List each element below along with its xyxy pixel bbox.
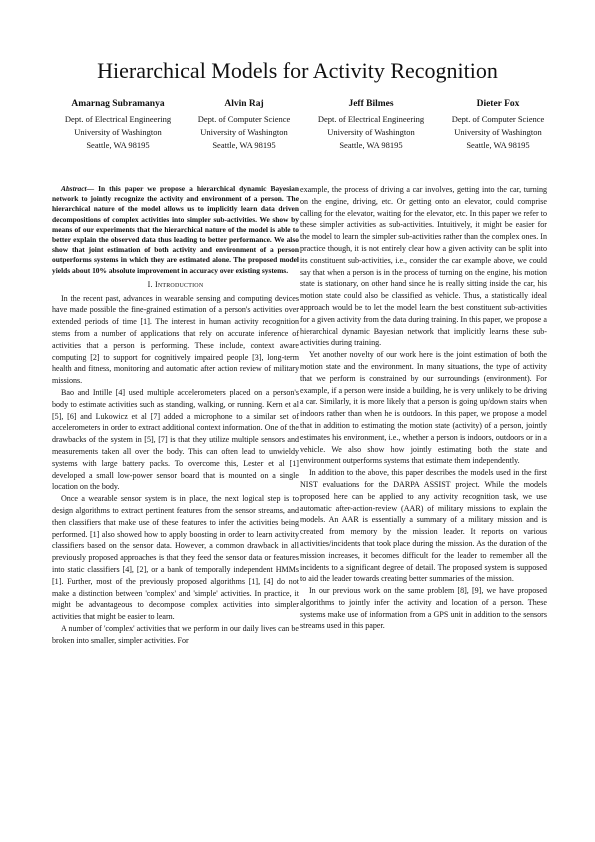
author-dept: Dept. of Electrical Engineering xyxy=(64,114,172,124)
abstract-dash: — xyxy=(86,184,99,193)
author-1 xyxy=(53,98,183,152)
abstract-label: Abstract xyxy=(61,184,87,193)
author-univ: University of Washington xyxy=(327,127,415,137)
author-univ: University of Washington xyxy=(74,127,162,137)
author-name: Amarnag Subramanya xyxy=(71,99,165,109)
abstract-body: In this paper we propose a hierarchical dynamic Bayesian network to jointly recognize the activity and environment of a person. The hierarchical nature of the model allows us to implicitly learn data driven decompositions of complex activities into simpler sub-activities. We show by means of our experiments that the hierarchical nature of the model is able to better explain the observed data thus leading to better performance. We also show that joint estimation of both activity and environment of a person outperforms systems in which they are estimated alone. The proposed model yields about 10% absolute improvement in accuracy over existing systems. xyxy=(52,184,299,275)
author-4 xyxy=(433,98,563,152)
right-column xyxy=(300,184,547,632)
paragraph: Yet another novelty of our work here is the joint estimation of both the motion state and the environment. In many situations, the type of activity that we perform is constrained by our surroundings (environment). For example, if a person were inside a building, he is very unlikely to be driving a car. Similarly, it is more likely that a person is going up/down stairs when indoors rather than when he is outdoors. In this paper, we propose a model that in addition to estimating the motion state (activity) of a person, jointly estimates his environment, i.e., whether a person is indoors, outdoors or in a vehicle. We also show how jointly estimating both the state and environment outperforms systems that estimate them independently. xyxy=(300,350,547,466)
author-city: Seattle, WA 98195 xyxy=(466,140,530,150)
author-city: Seattle, WA 98195 xyxy=(212,140,276,150)
author-name: Jeff Bilmes xyxy=(348,99,394,109)
paragraph: In our previous work on the same problem [8], [9], we have proposed algorithms to jointly infer the activity and location of a person. These systems make use of information from a GPS unit in addition to the sensors streams used in this paper. xyxy=(300,586,547,631)
section-heading xyxy=(52,279,299,291)
paragraph: A number of 'complex' activities that we perform in our daily lives can be broken into smaller, simpler activities. For xyxy=(52,623,299,645)
author-city: Seattle, WA 98195 xyxy=(339,140,403,150)
author-2 xyxy=(179,98,309,152)
author-univ: University of Washington xyxy=(454,127,542,137)
left-column xyxy=(52,184,299,647)
paragraph: In addition to the above, this paper describes the models used in the first NIST evaluations for the DARPA ASSIST project. While the models proposed here can be applied to any activity recognition task, we use automatic after-action-review (AAR) of military missions to explain the models. An AAR is essentially a summary of a military mission and is created from memory by the mission leader. It reports on various activities/incidents that took place during the mission. As the duration of the mission increases, it becomes difficult for the leader to remember all the incidents to a significant degree of detail. The proposed system is supposed to aid the leader towards creating better summaries of the mission. xyxy=(300,468,547,584)
section-number: I. xyxy=(147,279,155,289)
author-dept: Dept. of Electrical Engineering xyxy=(317,114,425,124)
author-3 xyxy=(306,98,436,152)
abstract xyxy=(52,184,299,276)
author-dept: Dept. of Computer Science xyxy=(197,114,291,124)
author-city: Seattle, WA 98195 xyxy=(86,140,150,150)
paragraph: example, the process of driving a car involves, getting into the car, turning on the engine, driving, etc. Or getting onto an elevator, could comprise calling for the elevator, waiting for the elevator, etc. In this paper we refer to these simpler activities as sub-activities. Intuitively, it might be easier for the model to learn the simpler sub-activities rather than the complex ones. In practice though, it is not entirely clear how a given activity can be split into its constituent sub-activities, i.e., consider the car example above, we could say that when a person is in the process of turning on the engine, his motion state is stationary, on other hand since he is really sitting inside the car, his motion state could also be classified as vehicle. Thus, a statistically ideal approach would be to let the model learn the best constituent sub-activities for a given activity from the data during training. In this paper, we propose a hierarchical dynamic Bayesian network that implicitly learns these sub-activities during training. xyxy=(300,185,547,348)
paragraph: Bao and Intille [4] used multiple accelerometers placed on a person's body to estimate activities such as standing, walking, or running. Kern et al [5], [6] and Lukowicz et al [7] added a microphone to a similar set of accelerometers in order to extract additional context information. One of the drawbacks of the system in [5], [7] is that they utilize multiple sensors and measurements taken all over the body. This can often lead to unwieldy systems with large battery packs. To overcome this, Lester et al [1] developed a small low-power sensor board that is mounted on a single location on the body. xyxy=(52,388,299,492)
paper-title: Hierarchical Models for Activity Recognition xyxy=(97,58,498,83)
section-title: Introduction xyxy=(154,279,204,289)
author-univ: University of Washington xyxy=(200,127,288,137)
author-name: Alvin Raj xyxy=(224,99,264,109)
author-dept: Dept. of Computer Science xyxy=(451,114,545,124)
paragraph: Once a wearable sensor system is in place, the next logical step is to design algorithms to extract pertinent features from the sensor streams, and then classifiers that make use of these features to infer the activities being performed. [1] also showed how to apply boosting in order to learn activity classifiers based on the sensor data. However, a common drawback in all previously proposed approaches is that they feed the sensor data or features into static classifiers [4], [2], or a bank of temporally independent HMMs [1]. Further, most of the previously proposed algorithms [1], [4] do not make a distinction between 'complex' and 'simple' activities. In practice, it might be advantageous to decompose complex activities into simpler activities that might be easier to learn. xyxy=(52,494,299,622)
author-name: Dieter Fox xyxy=(476,99,520,109)
paragraph: In the recent past, advances in wearable sensing and computing devices have made possible the fine-grained estimation of a person's activities over extended periods of time [1]. The interest in human activity recognition stems from a number of applications that rely on accurate inference of activities that a person is performing. These include, context aware computing [2] to support for cognitively impaired people [3], long-term health and fitness, monitoring and automatic after action review of military missions. xyxy=(52,293,299,386)
